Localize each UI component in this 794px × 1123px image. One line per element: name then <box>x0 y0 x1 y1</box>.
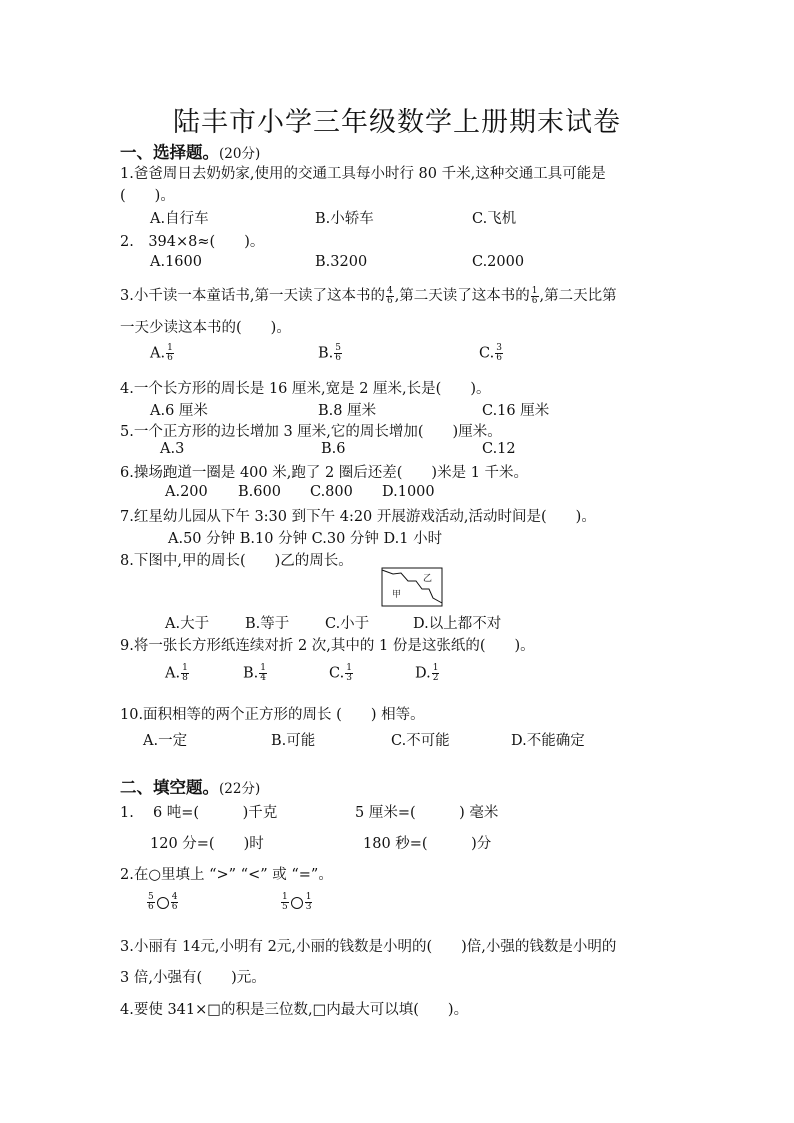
section-heading-choice <box>120 139 260 163</box>
question-1-stem: 1.爸爸周日去奶奶家,使用的交通工具每小时行 80 千米,这种交通工具可能是 <box>120 166 606 182</box>
q9-option-c: C. $\frac{1}{3}$ <box>329 663 352 683</box>
question-4-stem: 4.一个长方形的周长是 16 厘米,宽是 2 厘米,长是( )。 <box>120 381 491 397</box>
q9-option-d: D. $\frac{1}{2}$ <box>415 663 439 683</box>
q9-option-b: B. $\frac{1}{4}$ <box>243 663 266 683</box>
fill-4-stem: 4.要使 341×□的积是三位数,□内最大可以填( )。 <box>120 1002 469 1018</box>
fill-3-stem-cont: 3 倍,小强有( )元。 <box>120 970 266 986</box>
q6-option-c: C.800 <box>310 484 353 500</box>
section-title: 二、填空题。 <box>120 778 219 797</box>
fill-2-compare-2: $\frac{1}{5}$ $\frac{1}{3}$ <box>282 892 312 912</box>
question-2-stem: 2. 394×8≈( )。 <box>120 234 265 250</box>
q3-option-b: B. $\frac{5}{6}$ <box>318 343 341 363</box>
compare-circle[interactable] <box>291 897 303 909</box>
q1-option-c: C.飞机 <box>472 211 517 227</box>
section-points: (22分) <box>219 781 261 797</box>
q1-option-a: A.自行车 <box>150 211 209 227</box>
q6-option-d: D.1000 <box>382 484 435 500</box>
fill-2-stem: 2.在○里填上 “>” “<” 或 “=”。 <box>120 867 333 883</box>
fill-1-c: 120 分=( )时 <box>150 836 264 852</box>
q5-option-a: A.3 <box>160 441 185 457</box>
fill-1-b: 5 厘米=( ) 毫米 <box>355 805 499 821</box>
fill-1-a: 1. 6 吨=( )千克 <box>120 805 278 821</box>
question-6-stem: 6.操场跑道一圈是 400 米,跑了 2 圈后还差( )米是 1 千米。 <box>120 465 529 481</box>
fraction: $\frac{4}{6}$ <box>386 285 393 306</box>
q2-option-a: A.1600 <box>150 254 202 270</box>
label-jia: 甲 <box>392 590 402 600</box>
fill-3-stem: 3.小丽有 14元,小明有 2元,小丽的钱数是小明的( )倍,小强的钱数是小明的 <box>120 939 617 955</box>
section-heading-fill <box>120 774 260 798</box>
q10-option-c: C.不可能 <box>391 733 450 749</box>
question-8-stem: 8.下图中,甲的周长( )乙的周长。 <box>120 553 353 569</box>
q4-option-c: C.16 厘米 <box>482 403 550 419</box>
q10-option-a: A.一定 <box>143 733 188 749</box>
q9-option-a: A. $\frac{1}{8}$ <box>165 663 188 683</box>
q3-option-a: A. $\frac{1}{6}$ <box>150 343 173 363</box>
question-1-stem-cont: ( )。 <box>120 188 175 204</box>
section-title: 一、选择题。 <box>120 143 219 162</box>
q10-option-b: B.可能 <box>271 733 316 749</box>
perimeter-figure <box>381 567 443 607</box>
q4-option-a: A.6 厘米 <box>150 403 208 419</box>
q2-option-b: B.3200 <box>315 254 368 270</box>
section-points: (20分) <box>219 146 261 162</box>
q1-option-b: B.小轿车 <box>315 211 374 227</box>
fraction: $\frac{1}{6}$ <box>531 285 538 306</box>
q6-option-b: B.600 <box>238 484 281 500</box>
q10-option-d: D.不能确定 <box>511 733 585 749</box>
q2-option-c: C.2000 <box>472 254 525 270</box>
rectangle-split-diagram <box>381 567 443 607</box>
question-3-stem-cont: 一天少读这本书的( )。 <box>120 320 291 336</box>
q8-option-b: B.等于 <box>245 616 290 632</box>
question-3-stem: 3.小千读一本童话书,第一天读了这本书的 $\frac{4}{6}$ ,第二天读了这本书的 $\frac{1}{6}$ ,第二天比第 <box>120 285 617 306</box>
q8-option-a: A.大于 <box>165 616 210 632</box>
fill-2-compare-1: $\frac{5}{6}$ $\frac{4}{6}$ <box>148 892 178 912</box>
page-title: 陆丰市小学三年级数学上册期末试卷 <box>173 107 621 138</box>
fill-1-d: 180 秒=( )分 <box>363 836 492 852</box>
q6-option-a: A.200 <box>165 484 208 500</box>
q5-option-c: C.12 <box>482 441 516 457</box>
q8-option-d: D.以上都不对 <box>413 616 502 632</box>
q8-option-c: C.小于 <box>325 616 370 632</box>
q4-option-b: B.8 厘米 <box>318 403 377 419</box>
q3-option-c: C. $\frac{3}{6}$ <box>479 343 502 363</box>
question-10-stem: 10.面积相等的两个正方形的周长 ( ) 相等。 <box>120 707 425 723</box>
q5-option-b: B.6 <box>321 441 346 457</box>
question-7-stem: 7.红星幼儿园从下午 3:30 到下午 4:20 开展游戏活动,活动时间是( )。 <box>120 509 596 525</box>
q7-options: A.50 分钟 B.10 分钟 C.30 分钟 D.1 小时 <box>168 531 443 547</box>
question-5-stem: 5.一个正方形的边长增加 3 厘米,它的周长增加( )厘米。 <box>120 424 502 440</box>
label-yi: 乙 <box>423 574 433 584</box>
dividing-zigzag <box>382 570 442 603</box>
question-9-stem: 9.将一张长方形纸连续对折 2 次,其中的 1 份是这张纸的( )。 <box>120 638 535 654</box>
compare-circle[interactable] <box>157 897 169 909</box>
